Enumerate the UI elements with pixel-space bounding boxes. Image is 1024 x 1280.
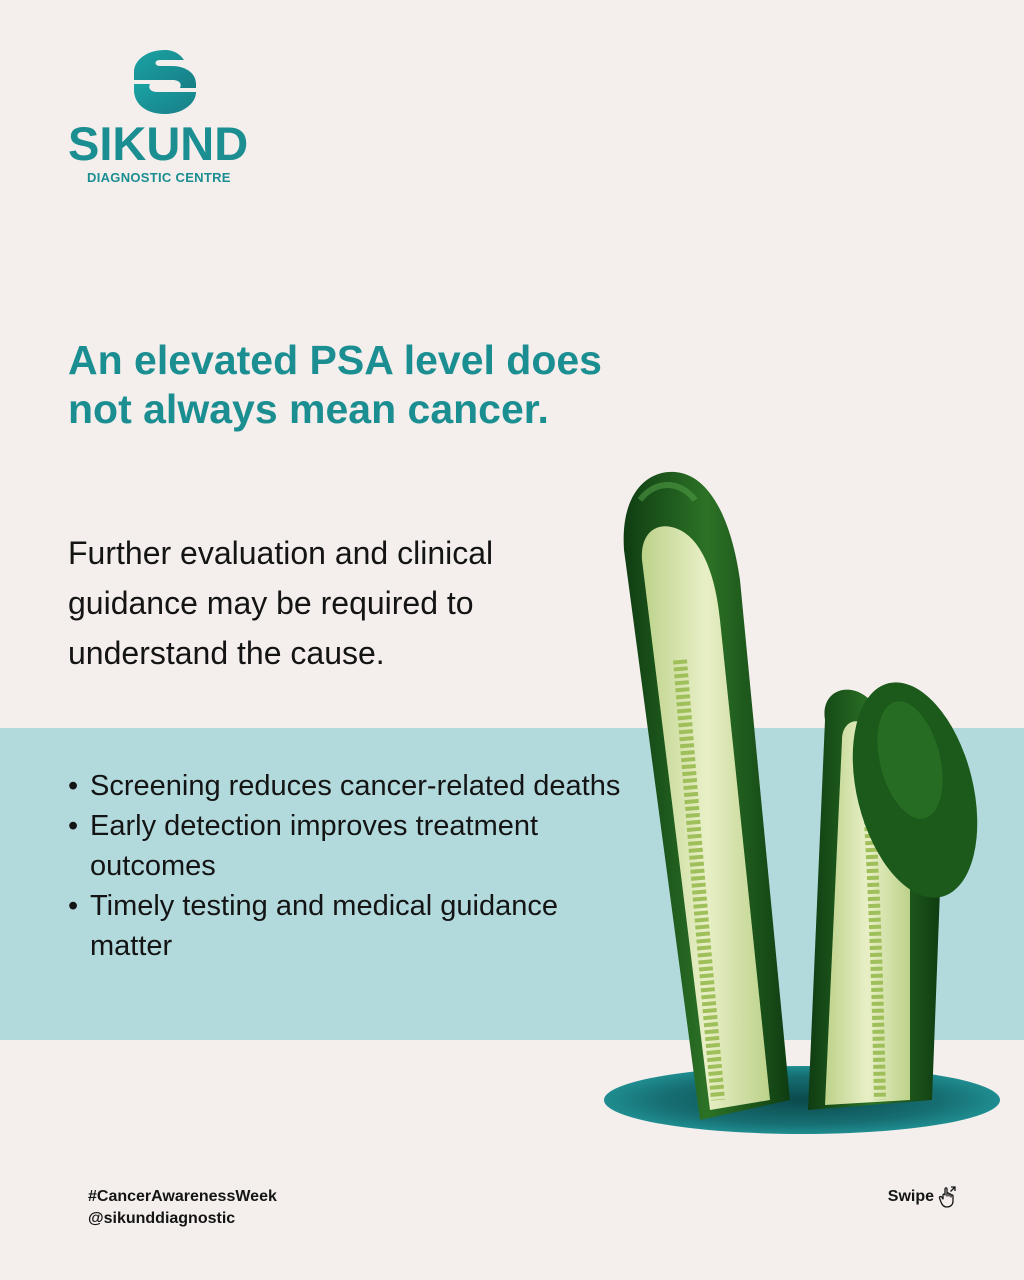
list-item: [66, 806, 646, 886]
subtext: Further evaluation and clinical guidance may be required to understand the cause.: [68, 535, 494, 671]
hashtag[interactable]: #CancerAwarenessWeek: [88, 1188, 277, 1205]
social-handle[interactable]: @sikunddiagnostic: [88, 1210, 236, 1227]
swipe-label: Swipe: [887, 1188, 934, 1205]
brand-name: SIKUND: [68, 117, 249, 170]
list-item: [66, 766, 646, 806]
bullet-dot: •: [68, 810, 79, 842]
cucumber-illustration: [580, 460, 1024, 1160]
bullet-text: Screening reduces cancer-related deaths: [90, 770, 621, 802]
swipe-hand-icon: [938, 1186, 958, 1208]
swipe-prompt[interactable]: [888, 1186, 958, 1208]
short-cucumber: [808, 669, 998, 1110]
s-monogram-logo-icon: [132, 50, 198, 114]
brand-logo: [68, 50, 268, 190]
tall-cucumber: [624, 472, 790, 1120]
hole-shape: [604, 1066, 1000, 1134]
bullet-text: Early detection improves treatment outcomes: [90, 810, 539, 882]
bullet-dot: •: [68, 890, 79, 922]
bullet-dot: •: [68, 770, 79, 802]
bullet-text: Timely testing and medical guidance matter: [90, 890, 559, 962]
headline: An elevated PSA level does not always mean cancer.: [68, 337, 602, 432]
brand-subtitle: DIAGNOSTIC CENTRE: [87, 170, 231, 185]
bullet-list: [66, 766, 646, 966]
list-item: [66, 886, 646, 966]
footer-tags: [88, 1186, 277, 1230]
